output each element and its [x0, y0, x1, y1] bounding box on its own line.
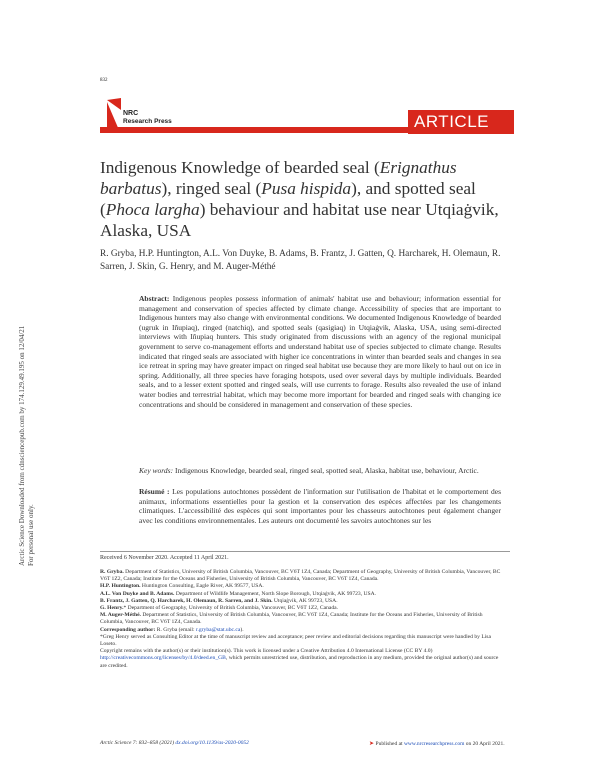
affiliation-item: A.L. Von Duyke and B. Adams. Department of Wildlife Management, North Slope Borough, Utqiaġvik, AK 99723, USA. [100, 590, 377, 597]
license-link[interactable]: http://creativecommons.org/licenses/by/4.0/deed.en_GB [100, 655, 226, 662]
resume-label: Résumé : [139, 487, 170, 496]
affiliation-item: G. Henry.* Department of Geography, University of British Columbia, Vancouver, BC V6T 1Z2, Canada. [100, 605, 339, 612]
doi-link[interactable]: dx.doi.org/10.1139/as-2020-0052 [175, 740, 249, 746]
page-number: 832 [100, 78, 108, 83]
publisher-subname: Research Press [123, 118, 172, 125]
keywords-text: Indigenous Knowledge, bearded seal, ringed seal, spotted seal, Alaska, habitat use, behaviour, Arctic. [173, 466, 479, 475]
affiliations [100, 569, 505, 670]
affiliation-item: H.P. Huntington. Huntington Consulting, Eagle River, AK 99577, USA. [100, 583, 264, 590]
affiliation-item: B. Frantz, J. Gatten, Q. Harcharek, H. Olemaun, R. Sarren, and J. Skin. Utqiaġvik, AK 99723, USA. [100, 597, 338, 604]
keywords-label: Key words: [139, 466, 174, 475]
article-type-label: ARTICLE [408, 110, 514, 134]
download-watermark: Arctic Science Downloaded from cdnsciencepub.com by 174.129.49.195 on 12/04/21 For personal use only. [18, 325, 35, 566]
author-email-link[interactable]: r.gryba@stat.ubc.ca [195, 626, 241, 633]
footer-published: ➤ Published at www.nrcresearchpress.com on 20 April 2021. [369, 741, 505, 747]
resume [139, 487, 501, 525]
keywords [139, 466, 501, 476]
received-dates: Received 6 November 2020. Accepted 11 April 2021. [100, 555, 229, 561]
affiliation-item: M. Auger-Méthé. Department of Statistics, University of British Columbia, Vancouver, BC V6T 1Z4, Canada; Institute for the Oceans and Fisheries, University of British Columbia, Vancouver, BC V6T 1Z4, Canada. [100, 612, 483, 626]
editor-note: *Greg Henry served as Consulting Editor at the time of manuscript review and acceptance; peer review and editorial decisions regarding this manuscript were handled by Lisa Loseto. [100, 633, 491, 648]
copyright-notice: Copyright remains with the author(s) or their institution(s). This work is licensed under a Creative Attribution 4.0 International License (CC BY 4.0) http://creativecommons.org/licenses/by/4.0/deed.en_GB, which permits unrestricted use, distribution, and reproduction in any medium, provided the original author(s) and source are credited. [100, 648, 499, 669]
abstract [139, 294, 501, 409]
author-list: R. Gryba, H.P. Huntington, A.L. Von Duyke, B. Adams, B. Frantz, J. Gatten, Q. Harcharek, H. Olemaun, R. Sarren, J. Skin, G. Henry, and M. Auger-Méthé [100, 249, 501, 272]
affiliation-item: R. Gryba. Department of Statistics, University of British Columbia, Vancouver, BC V6T 1Z4, Canada; Department of Geography, University of British Columbia, Vancouver, BC V6T 1Z2, Canada; Institute for the Oceans and Fisheries, University of British Columbia, Vancouver, BC V6T 1Z4, Canada. [100, 569, 501, 583]
resume-text: Les populations autochtones possèdent de l'information sur l'utilisation de l'habitat et le comportement des animaux, informations essentielles pour la gestion et la conservation des espèces affectées par les changements climatiques. L'accessibilité des espèces qui sont importantes pour les chasseurs autochtones peut également changer avec les conditions environnementales. Les auteurs ont documenté les savoirs autochtones sur les [139, 487, 501, 525]
publisher-name: NRC [123, 110, 139, 117]
arrow-icon: ➤ [369, 741, 376, 747]
abstract-text: Indigenous peoples possess information of animals' habitat use and behaviour; information essential for management and conservation of species affected by climate change. Accessibility of species that are important to Indigenous hunters may also change with environmental conditions. We documented Indigenous Knowledge of bearded (ugruk in Iñupiaq), ringed (natchiq), and spotted seals (qasigiaq) in Utqiaġvik, Alaska, USA, using semi-directed interviews with Iñupiaq hunters. This study originated from discussions with an agency of the regional municipal government to serve co-management efforts and understand habitat use of species subjected to climate change. Results indicated that ringed seals are associated with higher ice concentrations in winter than bearded seals and changes in sea ice retreat in spring may have greater impact on ringed seal habitat use because they are more likely to haul out on ice in spring. Additionally, all three species have foraging hotspots, used over several days by multiple individuals. Bearded seals, and to a lesser extent spotted and ringed seals, will use currents to forage. Results also revealed the use of inland water bodies and terrestrial habitat, which may become more important for bearded and ringed seals with changing ice concentrations and should be considered in management and conservation of these species. [139, 294, 501, 409]
abstract-label: Abstract: [139, 294, 170, 303]
publisher-site-link[interactable]: www.nrcresearchpress.com [403, 741, 465, 747]
corresponding-author: Corresponding author: R. Gryba (email: r.gryba@stat.ubc.ca). [100, 626, 244, 633]
article-title: Indigenous Knowledge of bearded seal (Erignathus barbatus), ringed seal (Pusa hispida), and spotted seal (Phoca largha) behaviour and habitat use near Utqiaġvik, Alaska, USA [100, 158, 499, 240]
footer-citation: Arctic Science 7: 832–858 (2021) dx.doi.org/10.1139/as-2020-0052 [100, 740, 249, 746]
